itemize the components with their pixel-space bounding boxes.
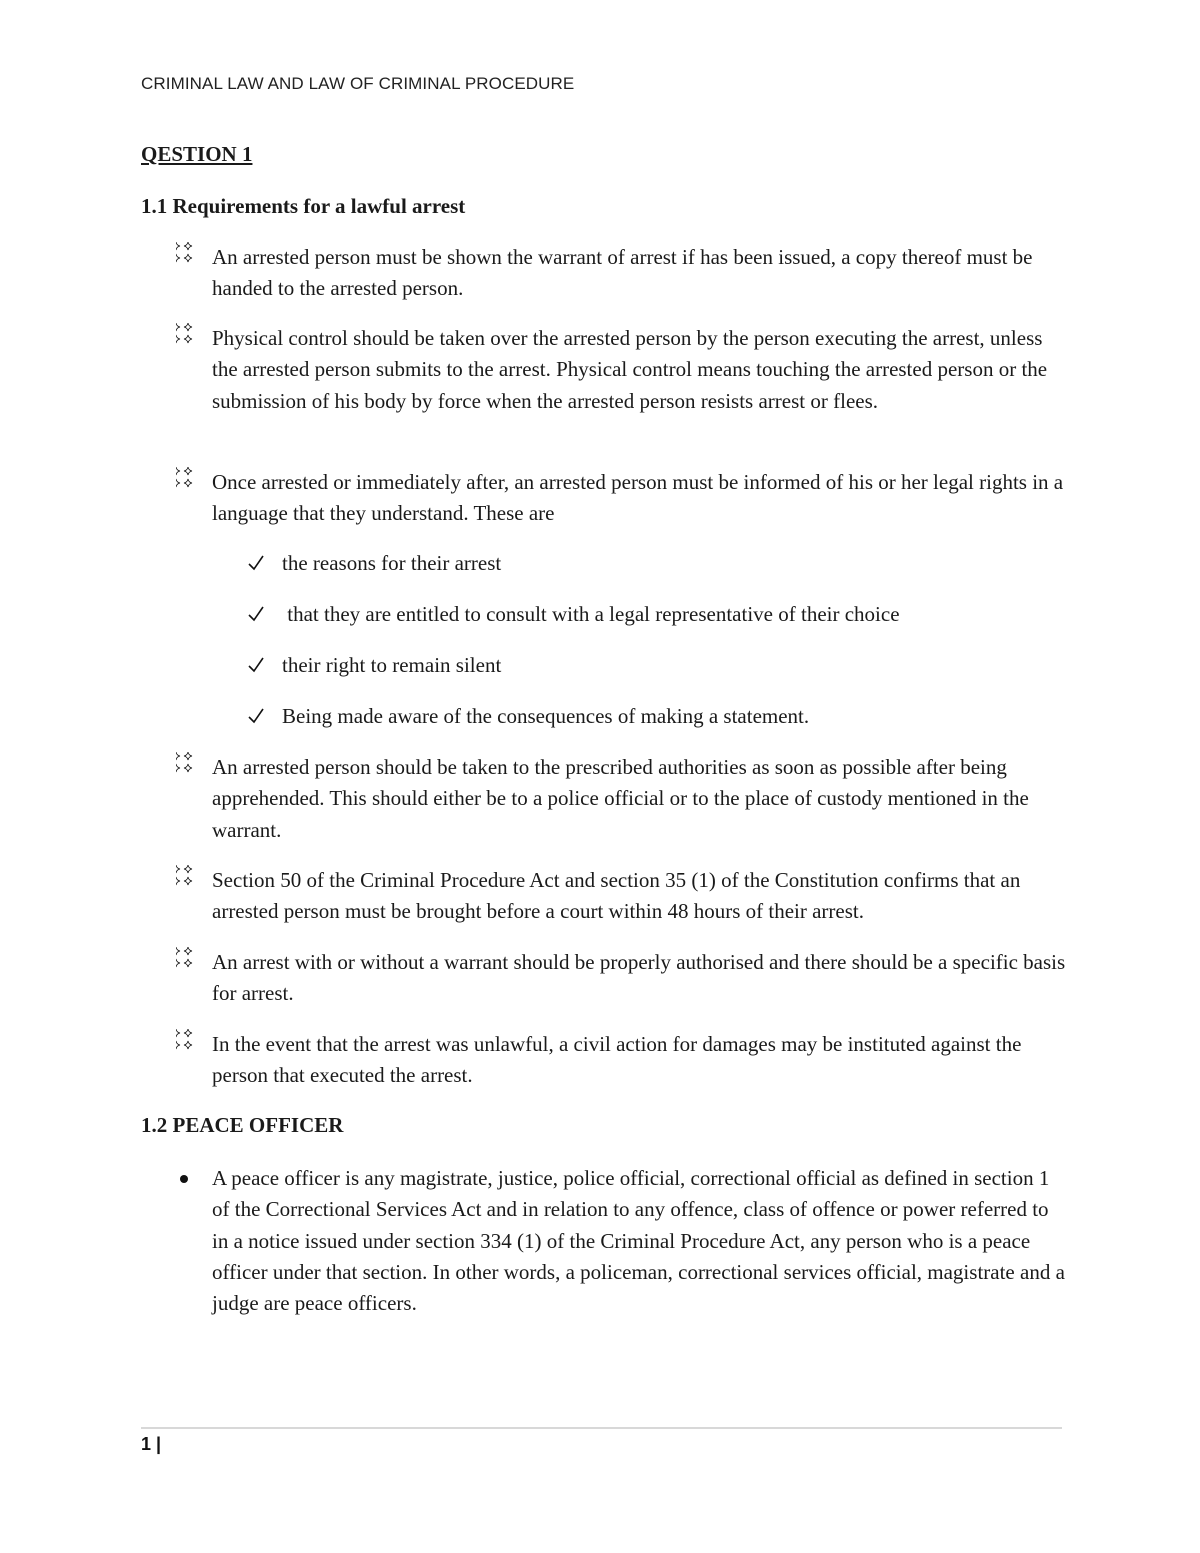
list-item-text: Physical control should be taken over the arrested person by the person executing the arrest, unless the arrested person submits to the arrest. Physical control means touching the arrested person or the submission of his body by force when the arrested person resists arrest or flees.	[212, 326, 1048, 413]
rights-list-item	[247, 548, 501, 579]
list-item-text: An arrest with or without a warrant should be properly authorised and there should be a specific basis for arrest.	[212, 950, 1066, 1006]
checkmark-icon	[247, 656, 265, 674]
list-item	[176, 242, 1066, 305]
round-bullet-icon	[180, 1175, 188, 1183]
list-item-text: Section 50 of the Criminal Procedure Act and section 35 (1) of the Constitution confirms that an arrested person must be brought before a court within 48 hours of their arrest.	[212, 868, 1021, 924]
rights-list-item-text: the reasons for their arrest	[282, 551, 502, 575]
list-item	[176, 1029, 1066, 1092]
four-diamond-bullet-icon	[176, 752, 200, 783]
list-item-text: Once arrested or immediately after, an arrested person must be informed of his or her legal rights in a language that they understand. These are	[212, 470, 1064, 526]
four-diamond-bullet-icon	[176, 242, 200, 273]
checkmark-icon	[247, 554, 265, 572]
rights-list-item	[247, 701, 809, 732]
four-diamond-bullet-icon	[176, 1029, 200, 1060]
list-item	[176, 323, 1066, 417]
list-item	[176, 1163, 1066, 1319]
rights-list-item-text: that they are entitled to consult with a legal representative of their choice	[282, 602, 900, 626]
rights-list-item-text: Being made aware of the consequences of making a statement.	[282, 704, 810, 728]
four-diamond-bullet-icon	[176, 947, 200, 978]
page-number: 1 |	[141, 1434, 162, 1454]
list-item-text: An arrested person must be shown the warrant of arrest if has been issued, a copy thereof must be handed to the arrested person.	[212, 245, 1033, 301]
checkmark-icon	[247, 605, 265, 623]
running-header: CRIMINAL LAW AND LAW OF CRIMINAL PROCEDURE	[141, 74, 575, 93]
list-item	[176, 865, 1066, 928]
list-item-text: A peace officer is any magistrate, justice, police official, correctional official as defined in section 1 of the Correctional Services Act and in relation to any offence, class of offence or power referred to in a notice issued under section 334 (1) of the Criminal Procedure Act, any person who is a peace officer under that section. In other words, a policeman, correctional services official, magistrate and a judge are peace officers.	[212, 1166, 1065, 1316]
four-diamond-bullet-icon	[176, 323, 200, 354]
rights-list-item	[247, 650, 501, 681]
list-item	[176, 467, 1066, 530]
four-diamond-bullet-icon	[176, 865, 200, 896]
section-heading-1-1: 1.1 Requirements for a lawful arrest	[141, 194, 466, 218]
rights-list-item-text: their right to remain silent	[282, 653, 502, 677]
list-item-text: In the event that the arrest was unlawful, a civil action for damages may be instituted against the person that executed the arrest.	[212, 1032, 1022, 1088]
list-item	[176, 752, 1066, 846]
checkmark-icon	[247, 707, 265, 725]
list-item	[176, 947, 1066, 1010]
question-title: QESTION 1	[141, 142, 253, 166]
footer-divider	[141, 1427, 1062, 1429]
list-item-text: An arrested person should be taken to the prescribed authorities as soon as possible after being apprehended. This should either be to a police official or to the place of custody mentioned in the warrant.	[212, 755, 1029, 842]
four-diamond-bullet-icon	[176, 467, 200, 498]
section-heading-1-2: 1.2 PEACE OFFICER	[141, 1113, 344, 1137]
rights-list-item	[247, 599, 900, 630]
